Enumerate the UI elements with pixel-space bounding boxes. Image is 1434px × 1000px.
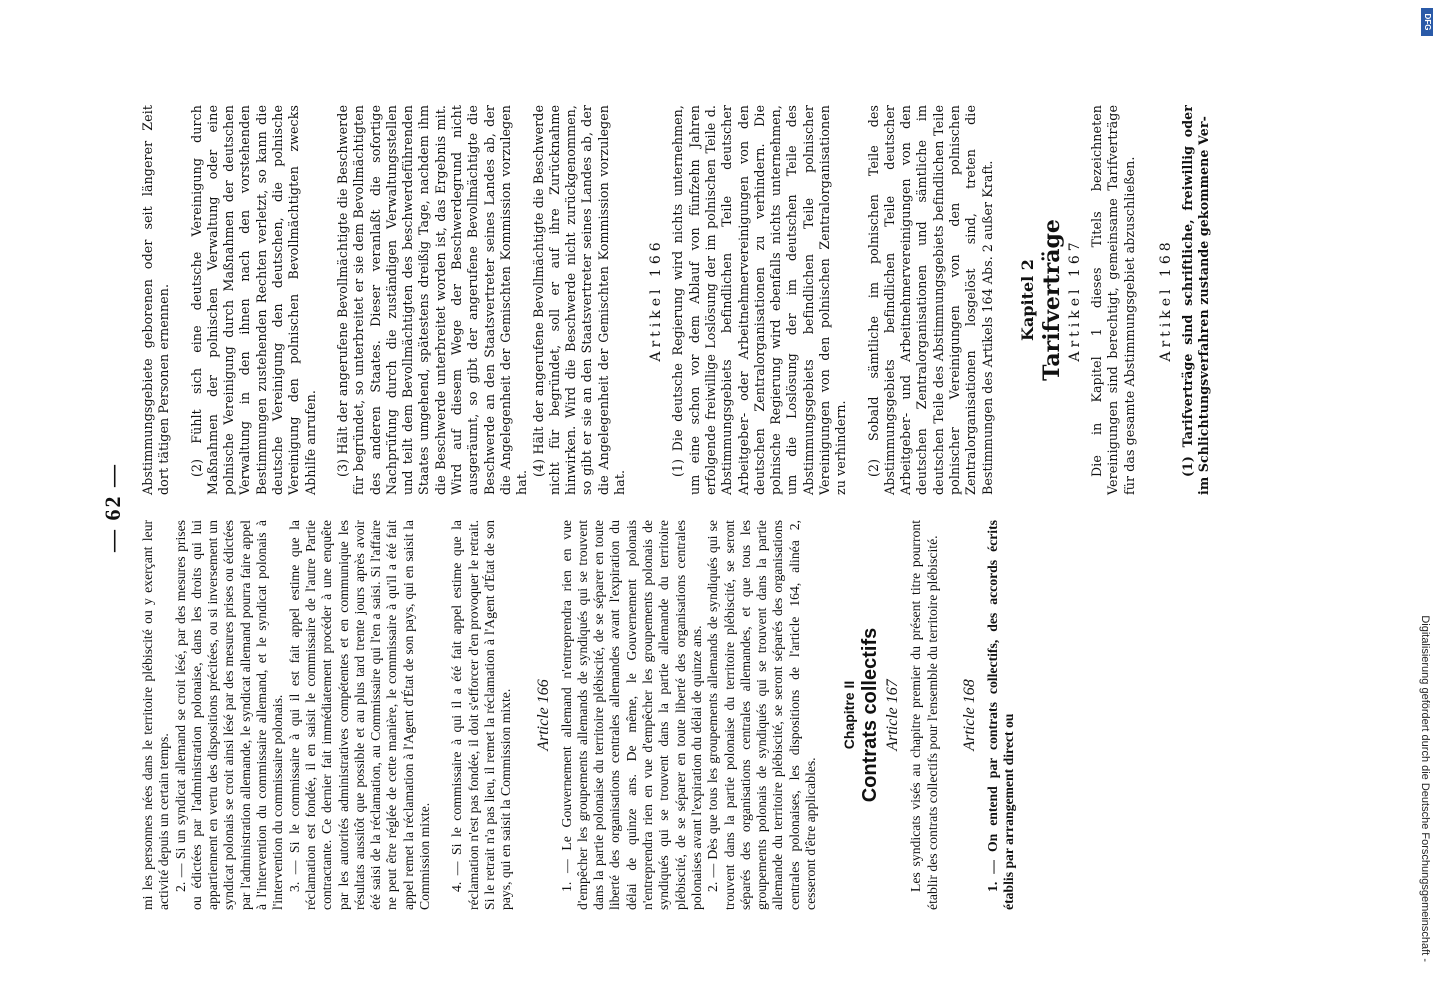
de-paragraph-2: (2) Fühlt sich eine deutsche Vereinigung durch Maßnahmen der polnischen Verwaltung oder eine polnische Vereinigung durch Maßnahmen der deutschen Verwaltung in den ihnen nach den vorstehenden Bestimmungen zustehenden Rechten verletzt, so kann die deutsche Vereinigung den deutschen, die polnische Vereinigung den polnischen Bevollmächtigten zwecks Abhilfe anrufen. xyxy=(188,105,318,495)
fr-paragraph-2: 2. — Si un syndicat allemand se croit lésé, par des mesures prises ou édictées par l'administration polonaise, dans les droits qui lui appartiennent en vertu des dispositions précitées, ou si inversement un syndicat polonais se croit ainsi lésé par des mesures prises ou édictées par l'administration allemande, le syndicat allemand pourra faire appel à l'intervention du commissaire allemand, et le syndicat polonais à l'intervention du commissaire polonais. xyxy=(172,520,286,910)
fr-article-167-heading: Article 167 xyxy=(884,679,902,751)
dfg-logo-text: DFG xyxy=(1423,13,1432,31)
de-chapter-title: Tarifverträge xyxy=(1038,219,1065,381)
de-paragraph-3: (3) Hält der angerufene Bevollmächtigte die Beschwerde für begründet, so unterbreitet er sie dem Bevollmächtigten des anderen Staates. Dieser veranlaßt die sofortige Nachprüfung durch die zuständigen Verwaltungsstellen und teilt dem Bevollmächtigten des beschwerdeführenden Staates umgehend, spätestens dreißig Tage, nachdem ihm die Beschwerde unterbreitet worden ist, das Ergebnis mit. Wird auf diesem Wege der Beschwerdegrund nicht ausgeräumt, so gibt der angerufene Bevollmächtigte die Beschwerde an den Staatsvertreter seines Landes ab, der die Angelegenheit der Gemischten Kommission vorzulegen hat. xyxy=(334,105,530,495)
fr-article-166-heading: Article 166 xyxy=(534,679,552,751)
french-column xyxy=(140,520,1212,910)
de-article-166-heading: Artikel 166 xyxy=(648,238,665,362)
digitization-credit-text: Digitalisierung gefördert durch die Deutsche Forschungsgemeinschaft - xyxy=(1419,615,1431,962)
fr-article-166-para-2: 2. — Dès que tous les groupements allemands de syndiqués qui se trouvent dans la partie polonaise du territoire plébiscité, se seront séparés des organisations centrales allemandes, et que tous les groupements polonais de syndiqués qui se trouvent dans la partie allemande du territoire plébiscité, se seront séparés des organisations centrales polonaises, les dispositions de l'article 164, alinéa 2, cesseront d'être applicables. xyxy=(705,520,818,910)
german-column xyxy=(140,105,1212,495)
de-article-166-para-2: (2) Sobald sämtliche im polnischen Teile des Abstimmungsgebiets befindlichen Teile deutscher Arbeitgeber- und Arbeitnehmervereinigungen von den deutschen Zentralorganisationen und sämtliche im deutschen Teile des Abstimmungsgebiets befindlichen Teile polnischer Vereinigungen von den polnischen Zentralorganisationen losgelöst sind, treten die Bestimmungen des Artikels 164 Abs. 2 außer Kraft. xyxy=(865,105,995,495)
fr-chapter-label: Chapitre II xyxy=(841,680,858,750)
fr-article-167-para: Les syndicats visés au chapitre premier du présent titre pourront établir des contrats collectifs pour l'ensemble du territoire plébiscité. xyxy=(908,520,940,910)
page-number: — 62 — xyxy=(100,463,125,552)
two-column-layout xyxy=(140,105,1212,910)
fr-article-168-para: 1. — On entend par contrats collectifs, des accords écrits établis par arrangement direct ou xyxy=(984,520,1017,910)
fr-paragraph-4: 4. — Si le commissaire à qui il a été fait appel estime que la réclamation n'est pas fondée, il doit s'efforcer d'en provoquer le retrait. Si le retrait n'a pas lieu, il remet la réclamation à l'Agent d'État de son pays, qui en saisit la Commission mixte. xyxy=(449,520,514,910)
fr-chapter-title: Contrats collectifs xyxy=(859,627,882,803)
page-content xyxy=(100,105,1212,910)
de-article-166-para-1: (1) Die deutsche Regierung wird nichts unternehmen, um eine schon vor dem Ablauf von fünfzehn Jahren erfolgende freiwillige Loslösung der im polnischen Teile d. Abstimmungsgebiets befindlichen Teile deutscher Arbeitgeber- oder Arbeitnehmervereinigungen von den deutschen Zentralorganisationen zu verhindern. Die polnische Regierung wird ebenfalls nichts unternehmen, um die Loslösung der im deutschen Teile des Abstimmungsgebiets befindlichen Teile polnischer Vereinigungen von den polnischen Zentralorganisationen zu verhindern. xyxy=(670,105,849,495)
de-chapter-label: Kapitel 2 xyxy=(1017,259,1037,341)
fr-article-168-heading: Article 168 xyxy=(960,679,978,751)
de-paragraph-continuation: Abstimmungsgebiete geborenen oder seit längerer Zeit dort tätigen Personen ernennen. xyxy=(140,105,172,495)
fr-article-166-para-1: 1. — Le Gouvernement allemand n'entreprendra rien en vue d'empêcher les groupements allemands de syndiqués qui se trouvent dans la partie polonaise du territoire plébiscité, de se séparer en toute liberté des organisations centrales allemandes avant l'expiration du délai de quinze ans. De même, le Gouvernement polonais n'entreprendra rien en vue d'empêcher les groupements polonais de syndiqués qui se trouvent dans la partie allemande du territoire plébiscité, de se séparer en toute liberté des organisations centrales polonaises avant l'expiration du délai de quinze ans. xyxy=(558,520,704,910)
de-article-167-para: Die in Kapitel 1 dieses Titels bezeichneten Vereinigungen sind berechtigt, gemeinsame Tarifverträge für das gesamte Abstimmungsgebiet abzuschließen. xyxy=(1088,105,1137,495)
de-article-168-heading: Artikel 168 xyxy=(1157,238,1174,362)
de-article-167-heading: Artikel 167 xyxy=(1066,238,1083,362)
de-paragraph-4: (4) Hält der angerufene Bevollmächtigte die Beschwerde nicht für begründet, soll er auf ihre Zurücknahme hinwirken. Wird die Beschwerde nicht zurückgenommen, so gibt er sie an den Staatsvertreter seines Landes ab, der die Angelegenheit der Gemischten Kommission vorzulegen hat. xyxy=(530,105,628,495)
fr-paragraph-continuation: mi les personnes nées dans le territoire plébiscité ou y exerçant leur activité depuis un certain temps. xyxy=(140,520,172,910)
de-article-168-para: (1) Tarifverträge sind schriftliche, freiwillig oder im Schlichtungsverfahren zustande gekommene Ver- xyxy=(1179,105,1212,495)
digitization-credit xyxy=(1416,8,1434,998)
fr-paragraph-3: 3. — Si le commissaire à qui il est fait appel estime que la réclamation est fondée, il en saisit le commissaire de l'autre Partie contractante. Ce dernier fait immédiatement procéder à une enquête par les autorités administratives compétentes et en communique les résultats aussitôt que possible et au plus tard trente jours après avoir été saisi de la réclamation, au Commissaire qui l'en a saisi. Si l'affaire ne peut être réglée de cette manière, le commissaire à qu'il a été fait appel remet la réclamation à l'Agent d'État de son pays, qui en saisit la Commission mixte. xyxy=(286,520,433,910)
